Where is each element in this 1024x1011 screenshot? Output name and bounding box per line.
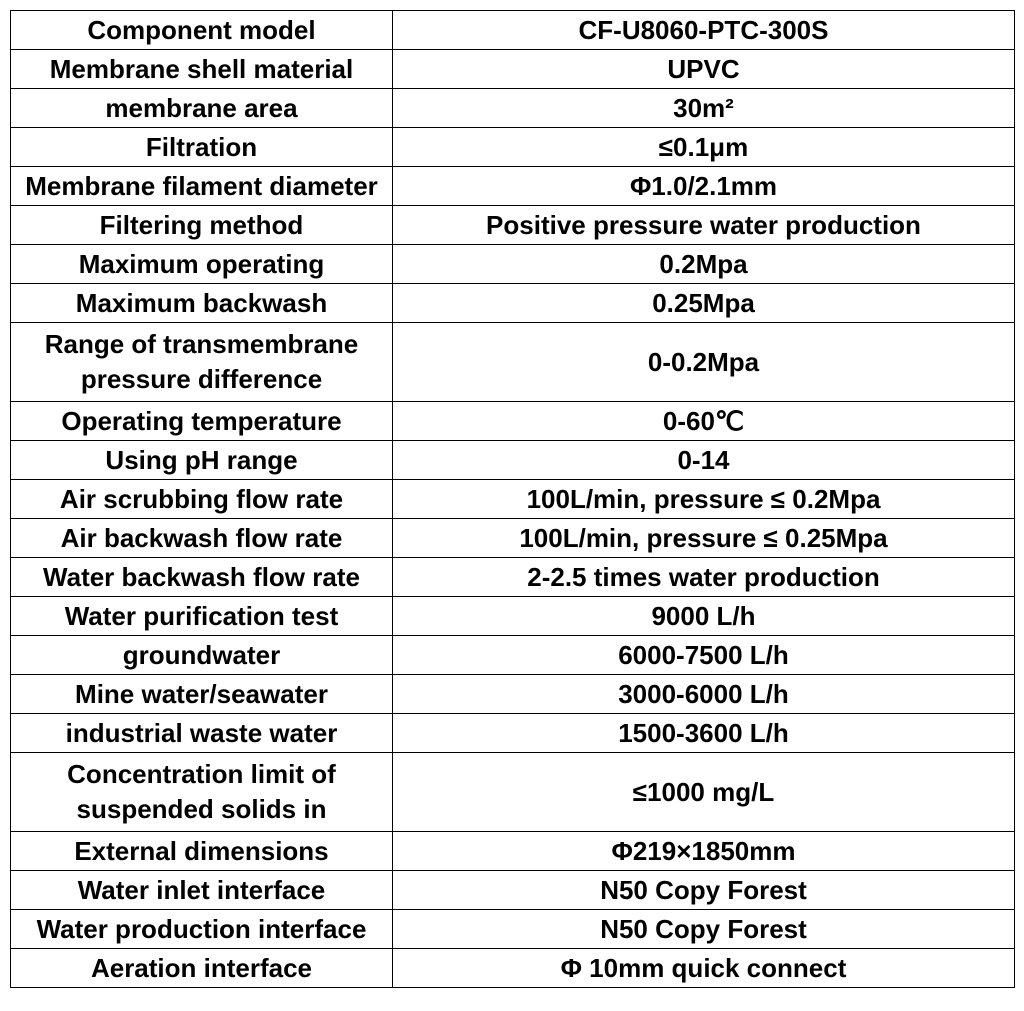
row-label: Filtration [11,128,393,167]
table-row [11,832,1015,871]
table-row [11,11,1015,50]
table-row [11,519,1015,558]
spec-table [10,10,1015,988]
row-value: 0-60℃ [393,402,1015,441]
row-label: Membrane shell material [11,50,393,89]
table-row [11,323,1015,402]
row-label: Concentration limit of suspended solids in [11,753,393,832]
row-label: industrial waste water [11,714,393,753]
row-label: Membrane filament diameter [11,167,393,206]
row-value: N50 Copy Forest [393,910,1015,949]
table-row [11,441,1015,480]
row-value: CF-U8060-PTC-300S [393,11,1015,50]
table-row [11,480,1015,519]
table-row [11,50,1015,89]
row-label: Operating temperature [11,402,393,441]
table-row [11,402,1015,441]
row-value: 0-14 [393,441,1015,480]
row-label: Range of transmembrane pressure difference [11,323,393,402]
table-row [11,714,1015,753]
row-label: Component model [11,11,393,50]
row-value: Φ 10mm quick connect [393,949,1015,988]
row-value: ≤1000 mg/L [393,753,1015,832]
table-row [11,558,1015,597]
table-row [11,245,1015,284]
row-value: 6000-7500 L/h [393,636,1015,675]
row-label: groundwater [11,636,393,675]
row-label: Mine water/seawater [11,675,393,714]
row-label: Maximum backwash [11,284,393,323]
row-label: External dimensions [11,832,393,871]
row-label: Maximum operating [11,245,393,284]
row-label: membrane area [11,89,393,128]
table-row [11,949,1015,988]
row-value: 2-2.5 times water production [393,558,1015,597]
row-label: Using pH range [11,441,393,480]
row-value: 0.2Mpa [393,245,1015,284]
table-row [11,871,1015,910]
table-row [11,597,1015,636]
row-label: Water backwash flow rate [11,558,393,597]
table-row [11,89,1015,128]
table-row [11,167,1015,206]
row-value: 100L/min, pressure ≤ 0.2Mpa [393,480,1015,519]
row-value: 100L/min, pressure ≤ 0.25Mpa [393,519,1015,558]
table-row [11,910,1015,949]
row-value: Φ1.0/2.1mm [393,167,1015,206]
row-value: N50 Copy Forest [393,871,1015,910]
row-label: Water production interface [11,910,393,949]
row-value: 30m² [393,89,1015,128]
row-label: Water purification test [11,597,393,636]
row-value: 0.25Mpa [393,284,1015,323]
row-value: Φ219×1850mm [393,832,1015,871]
row-value: 3000-6000 L/h [393,675,1015,714]
row-value: ≤0.1μm [393,128,1015,167]
table-row [11,206,1015,245]
row-label: Air backwash flow rate [11,519,393,558]
table-row [11,128,1015,167]
row-value: Positive pressure water production [393,206,1015,245]
row-value: 9000 L/h [393,597,1015,636]
row-value: UPVC [393,50,1015,89]
table-row [11,636,1015,675]
row-label: Filtering method [11,206,393,245]
row-value: 1500-3600 L/h [393,714,1015,753]
table-row [11,753,1015,832]
row-label: Air scrubbing flow rate [11,480,393,519]
row-label: Aeration interface [11,949,393,988]
table-row [11,675,1015,714]
row-value: 0-0.2Mpa [393,323,1015,402]
table-row [11,284,1015,323]
row-label: Water inlet interface [11,871,393,910]
